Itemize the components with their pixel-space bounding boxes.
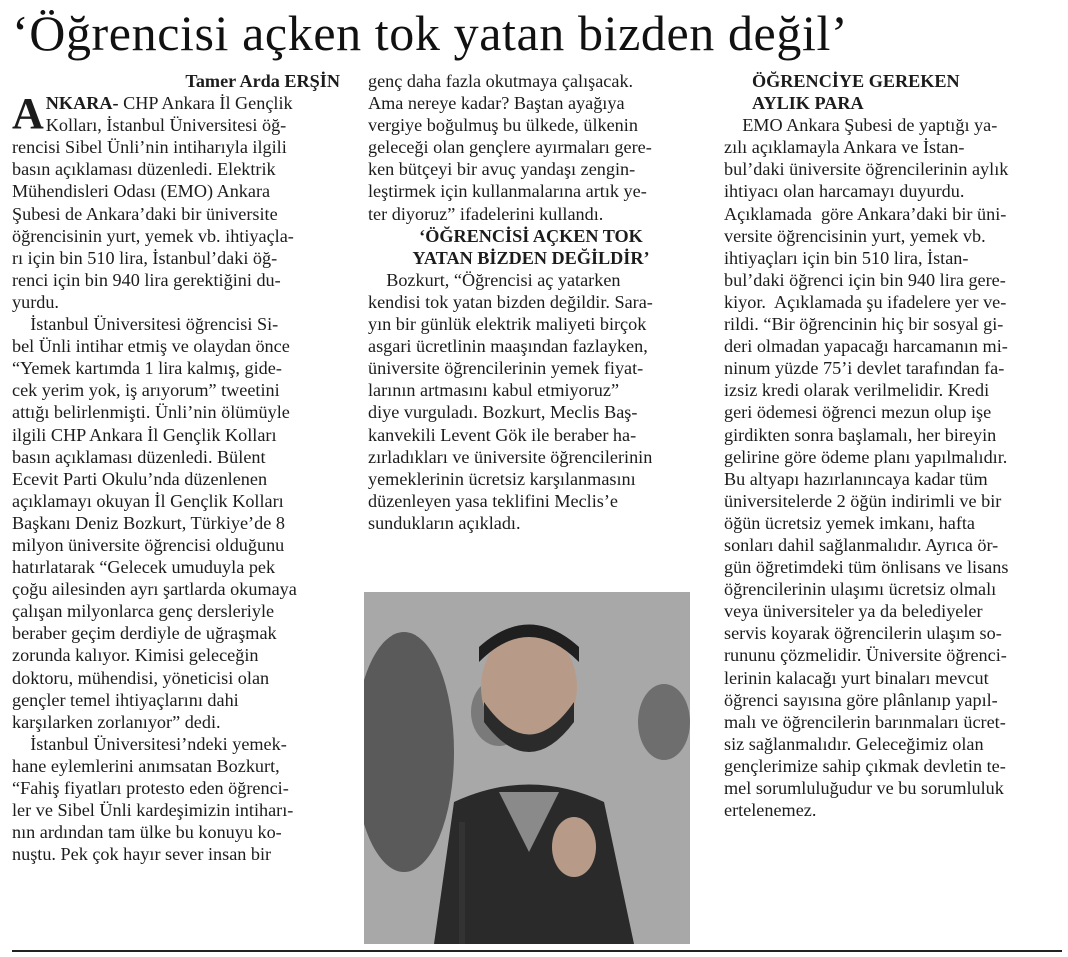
text-line: larının artmasını kabul etmiyoruz” <box>368 380 620 401</box>
bottom-rule <box>12 950 1062 952</box>
text-line <box>12 92 340 114</box>
text-line: nuştu. Pek çok hayır sever insan bir <box>12 844 272 865</box>
text-line: ken bütçeyi bir avuç yandaşı zengin- <box>368 159 636 180</box>
text-line: mel sorumluluğudur ve bu sorumluluk <box>724 778 1004 798</box>
subheading-monthly-money-line-2: AYLIK PARA <box>752 93 864 114</box>
text-line: rı için bin 510 lira, İstanbul’daki öğ- <box>12 247 278 268</box>
text-line: kanvekili Levent Gök ile beraber ha- <box>368 424 637 445</box>
text-line: İstanbul Üniversitesi öğrencisi Si- <box>12 314 279 335</box>
column-2-text-bottom <box>368 269 694 534</box>
text-line: üniversitelerde 2 öğün indirimli ve bir <box>724 490 1002 511</box>
speaker-photo <box>364 592 690 944</box>
text-line: ler ve Sibel Ünli kardeşimizin intiharı- <box>12 800 294 821</box>
text-line: basın açıklaması düzenledi. Bülent <box>12 446 266 467</box>
text-line: ter diyoruz” ifadelerini kullandı. <box>368 203 604 224</box>
text-line: servis koyarak öğrencilerin ulaşım so- <box>724 623 1002 644</box>
text-line: leştirmek için kullanmalarına artık ye- <box>368 181 647 202</box>
text-line: karşılarken zorlanıyor” dedi. <box>12 711 221 732</box>
subheading-quote-line-2: YATAN BİZDEN DEĞİLDİR’ <box>412 247 650 268</box>
text-line: bul’daki öğrenci için bin 940 lira gere- <box>724 269 1006 290</box>
text-line: EMO Ankara Şubesi de yaptığı ya- <box>724 115 998 136</box>
text-line: Bu altyapı hazırlanıncaya kadar tüm <box>724 468 988 489</box>
text-line: çoğu ailesinden ayrı şartlarda okumaya <box>12 579 297 600</box>
text-line: bul’daki üniversite öğrencilerinin aylık <box>724 159 1009 180</box>
text-line: siz sağlanmalıdır. Geleceğimiz olan <box>724 733 984 754</box>
text-line: Ama nereye kadar? Baştan ayağıya <box>368 93 625 114</box>
text-line: renci için bin 940 lira gerektiğini du- <box>12 269 281 290</box>
article-column-2 <box>368 70 694 534</box>
drop-cap: A <box>12 89 44 139</box>
text-line: rildi. “Bir öğrencinin hiç bir sosyal gi- <box>724 314 1004 335</box>
text-line: veya üniversiteler ya da belediyeler <box>724 601 983 622</box>
text-line: doktoru, mühendisi, yöneticisi olan <box>12 667 270 688</box>
speaker-illustration <box>364 592 690 944</box>
headline: ‘Öğrencisi açken tok yatan bizden değil’ <box>12 5 849 61</box>
column-1-text <box>12 89 340 865</box>
text-line: gelirine göre ödeme planı yapılmalıdır. <box>724 446 1008 467</box>
text-line: milyon üniversite öğrencisi olduğunu <box>12 534 285 555</box>
text-line: ihtiyacı olan harcamayı duyurdu. <box>724 181 965 202</box>
text-line: “Fahiş fiyatları protesto eden öğrenci- <box>12 778 289 798</box>
text-line: attığı belirlenmişti. Ünli’nin ölümüyle <box>12 402 290 423</box>
text-line: yurdu. <box>12 291 59 312</box>
column-3-text <box>724 114 1062 821</box>
text-line: ilgili CHP Ankara İl Gençlik Kolları <box>12 424 277 445</box>
subheading-quote-line-1: ‘ÖĞRENCİSİ AÇKEN TOK <box>419 225 643 246</box>
text-line: bel Ünli intihar etmiş ve olaydan önce <box>12 336 290 357</box>
text-line: “Yemek kartımda 1 lira kalmış, gide- <box>12 358 282 379</box>
text-line: zırladıkları ve üniversite öğrencilerinin <box>368 446 653 467</box>
text-line: Başkanı Deniz Bozkurt, Türkiye’de 8 <box>12 512 285 533</box>
text-line: Açıklamada göre Ankara’daki bir üni- <box>724 203 1007 224</box>
text-line: genç daha fazla okutmaya çalışacak. <box>368 71 634 91</box>
text-line: yemeklerinin ücretsiz karşılanmasını <box>368 468 636 489</box>
text-line: geri ödemesi öğrenci mezun olup işe <box>724 402 992 423</box>
text-line: öğrenci sayısına göre plânlanıp yapıl- <box>724 689 998 710</box>
text-line: vergiye boğulmuş bu ülkede, ülkenin <box>368 115 638 136</box>
text-line: gençler temel ihtiyaçlarını dahi <box>12 689 239 710</box>
article-column-1 <box>12 70 340 865</box>
byline: Tamer Arda ERŞİN <box>185 71 340 91</box>
text-line: gün öğretimdeki tüm önlisans ve lisans <box>724 557 1009 578</box>
text-line: gençlerimize sahip çıkmak devletin te- <box>724 755 1006 776</box>
text-line: izsiz kredi olarak verilmelidir. Kredi <box>724 380 990 401</box>
text-line: malı ve öğrencilerin barınmaları ücret- <box>724 711 1006 732</box>
text-line: beraber geçim derdiyle de uğraşmak <box>12 623 277 644</box>
text-line: yın bir günlük elektrik maliyeti birçok <box>368 314 647 335</box>
text-line: deri olmadan yapacağı harcamanın mi- <box>724 336 1008 357</box>
text-line: versite öğrencisinin yurt, yemek vb. <box>724 225 986 246</box>
text-line: ninum yüzde 75’i devlet tarafından fa- <box>724 358 1005 379</box>
text-line-rest: CHP Ankara İl Gençlik <box>118 93 293 114</box>
text-line: nın ardından tam ülke bu konuyu ko- <box>12 822 282 843</box>
text-line: girdikten sonra başlamalı, her bireyin <box>724 424 997 445</box>
text-line: hatırlatarak “Gelecek umuduyla pek <box>12 557 276 578</box>
text-line: sonları dahil sağlanmalıdır. Ayrıca ör- <box>724 534 999 555</box>
text-line: basın açıklaması düzenledi. Elektrik <box>12 159 276 180</box>
text-line: öğün ücretsiz yemek imkanı, hafta <box>724 512 976 533</box>
text-line: açıklamayı okuyan İl Gençlik Kolları <box>12 490 284 511</box>
text-line: Ecevit Parti Okulu’nda düzenlenen <box>12 468 268 489</box>
text-line: Bozkurt, “Öğrencisi aç yatarken <box>368 269 621 290</box>
text-line: İstanbul Üniversitesi’ndeki yemek- <box>12 733 287 754</box>
text-line: asgari ücretlinin maaşından fazlayken, <box>368 336 648 357</box>
text-line: lerinin kalacağı yurt binaları mevcut <box>724 667 989 688</box>
text-line: Kolları, İstanbul Üniversitesi öğ- <box>45 115 287 136</box>
text-line: öğrencisinin yurt, yemek vb. ihtiyaçla- <box>12 225 294 246</box>
text-line: Şubesi de Ankara’daki bir üniversite <box>12 203 278 224</box>
text-line: düzenleyen yasa teklifini Meclis’e <box>368 490 618 511</box>
text-line: cek yerim yok, iş arıyorum” tweetini <box>12 380 280 401</box>
text-line: kendisi tok yatan bizden değildir. Sara- <box>368 291 653 312</box>
column-2-text-top <box>368 70 694 225</box>
text-line: sundukların açıkladı. <box>368 512 521 533</box>
article-column-3 <box>724 70 1062 821</box>
text-line: çalışan milyonlarca genç dersleriyle <box>12 601 275 622</box>
text-line: kiyor. Açıklamada şu ifadelere yer ve- <box>724 291 1007 312</box>
text-line: Mühendisleri Odası (EMO) Ankara <box>12 181 271 202</box>
lead-paragraph <box>12 89 340 865</box>
text-line: diye vurguladı. Bozkurt, Meclis Baş- <box>368 402 638 423</box>
dateline: NKARA- <box>45 93 119 114</box>
text-line: zorunda kalıyor. Kimisi geleceğin <box>12 645 259 666</box>
text-line: zılı açıklamayla Ankara ve İstan- <box>724 137 965 158</box>
text-line: ihtiyaçları için bin 510 lira, İstan- <box>724 247 969 268</box>
text-line: üniversite öğrencilerinin yemek fiyat- <box>368 358 644 379</box>
text-line: geleceği olan gençlere ayırmaları gere- <box>368 137 652 158</box>
text-line: rencisi Sibel Ünli’nin intiharıyla ilgili <box>12 137 287 158</box>
text-line: öğrencilerinin ulaşımı ücretsiz olmalı <box>724 579 997 600</box>
text-line: hane eylemlerini anımsatan Bozkurt, <box>12 755 280 776</box>
text-line: rununu çözmelidir. Üniversite öğrenci- <box>724 645 1007 666</box>
text-line: ertelenemez. <box>724 800 817 821</box>
subheading-monthly-money-line-1: ÖĞRENCİYE GEREKEN <box>752 71 960 91</box>
